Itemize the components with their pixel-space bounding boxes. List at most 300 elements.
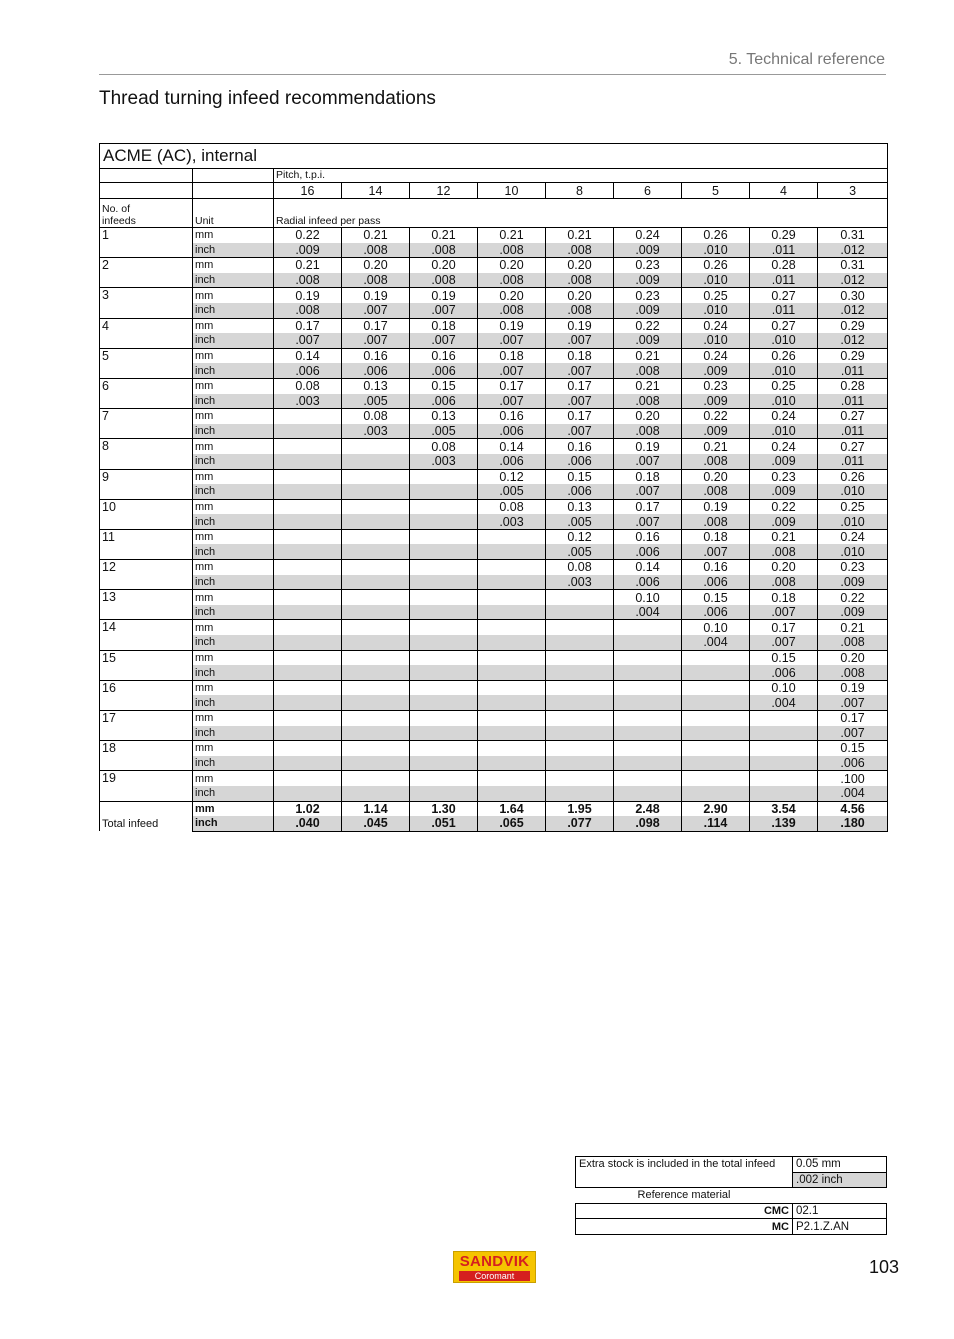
cell-inch: .009 [818, 575, 888, 590]
cell-inch [410, 726, 478, 741]
cell-mm: 0.19 [342, 288, 410, 303]
cell-inch: .007 [614, 484, 682, 499]
cell-inch: .010 [750, 363, 818, 378]
cell-inch: .008 [750, 544, 818, 559]
cell-inch: .009 [750, 484, 818, 499]
cell-mm [478, 650, 546, 665]
cell-mm: 0.14 [478, 439, 546, 454]
cell-mm: 0.23 [750, 469, 818, 484]
table-row [100, 560, 888, 575]
cell-mm: 0.27 [818, 409, 888, 424]
cell-mm: 0.12 [546, 529, 614, 544]
table-row [100, 333, 888, 348]
cell-mm: 0.20 [614, 409, 682, 424]
cell-mm: 0.18 [410, 318, 478, 333]
cell-inch [682, 695, 750, 710]
cell-inch: .007 [546, 333, 614, 348]
cell-inch: .007 [410, 303, 478, 318]
table-row [100, 394, 888, 409]
cell-inch: .005 [342, 394, 410, 409]
cell-inch [274, 695, 342, 710]
cell-mm [342, 650, 410, 665]
cell-mm [478, 680, 546, 695]
cell-inch: .008 [410, 243, 478, 258]
cell-mm: 4.56 [818, 801, 888, 816]
cell-mm [614, 741, 682, 756]
cell-mm [410, 560, 478, 575]
infeed-number: 2 [100, 258, 193, 288]
mc-value: P2.1.Z.AN [793, 1219, 887, 1235]
cell-mm: 0.17 [750, 620, 818, 635]
unit-inch: inch [193, 363, 274, 378]
cell-mm [614, 680, 682, 695]
cell-mm: 0.26 [682, 258, 750, 273]
unit-mm: mm [193, 348, 274, 363]
cell-inch: .009 [750, 454, 818, 469]
cell-mm [410, 590, 478, 605]
cell-inch [750, 726, 818, 741]
cell-mm: 0.22 [750, 499, 818, 514]
cell-mm: 0.20 [818, 650, 888, 665]
pitch-6: 6 [614, 183, 682, 199]
cell-mm: 0.23 [614, 258, 682, 273]
cell-mm [274, 680, 342, 695]
cell-mm [614, 771, 682, 786]
infeed-number: 13 [100, 590, 193, 620]
cell-mm: 0.16 [410, 348, 478, 363]
cell-inch: .007 [478, 394, 546, 409]
cell-mm [274, 409, 342, 424]
cell-mm: 0.08 [274, 378, 342, 393]
cell-mm [478, 560, 546, 575]
cell-mm [274, 741, 342, 756]
cell-mm: 0.21 [818, 620, 888, 635]
cell-inch [342, 514, 410, 529]
cell-mm: 0.14 [274, 348, 342, 363]
table-row [100, 665, 888, 680]
unit-mm: mm [193, 650, 274, 665]
cell-mm: 0.24 [614, 228, 682, 243]
cell-mm: 0.19 [818, 680, 888, 695]
unit-mm: mm [193, 439, 274, 454]
table-row [100, 363, 888, 378]
table-row [100, 454, 888, 469]
infeed-table [99, 143, 888, 832]
cell-inch: .008 [614, 424, 682, 439]
table-row [100, 303, 888, 318]
table-row [100, 786, 888, 801]
cell-inch: .006 [274, 363, 342, 378]
cell-mm: 3.54 [750, 801, 818, 816]
cell-mm [410, 499, 478, 514]
cell-inch: .008 [750, 575, 818, 590]
cell-mm: 0.22 [274, 228, 342, 243]
cell-inch: .009 [750, 514, 818, 529]
cell-mm: 0.27 [818, 439, 888, 454]
pitch-12: 12 [410, 183, 478, 199]
unit-mm: mm [193, 801, 274, 816]
cell-inch: .007 [478, 363, 546, 378]
cell-mm [342, 771, 410, 786]
pitch-16: 16 [274, 183, 342, 199]
cell-mm: 1.14 [342, 801, 410, 816]
cell-mm: 0.18 [546, 348, 614, 363]
cell-inch: .004 [682, 635, 750, 650]
cell-mm: 0.17 [274, 318, 342, 333]
cell-inch: .008 [614, 363, 682, 378]
cell-inch: .007 [818, 726, 888, 741]
infeed-number: 15 [100, 650, 193, 680]
cell-inch: .010 [682, 273, 750, 288]
cell-mm: 0.25 [682, 288, 750, 303]
cell-mm: 0.16 [614, 529, 682, 544]
cell-mm: 0.21 [546, 228, 614, 243]
cell-mm: 0.21 [614, 348, 682, 363]
unit-mm: mm [193, 258, 274, 273]
cell-mm [478, 741, 546, 756]
cell-inch: .008 [546, 303, 614, 318]
reference-table [575, 1156, 887, 1235]
cell-inch: .006 [410, 363, 478, 378]
table-row [100, 605, 888, 620]
cell-inch [546, 605, 614, 620]
pitch-5: 5 [682, 183, 750, 199]
cell-mm [682, 650, 750, 665]
cell-mm [682, 741, 750, 756]
cell-inch: .004 [818, 786, 888, 801]
cell-inch: .065 [478, 816, 546, 831]
cell-inch [342, 484, 410, 499]
cell-mm: 0.15 [750, 650, 818, 665]
infeed-number: 8 [100, 439, 193, 469]
unit-inch: inch [193, 514, 274, 529]
cell-inch [274, 575, 342, 590]
cell-inch: .003 [478, 514, 546, 529]
cell-mm: 0.22 [614, 318, 682, 333]
cell-inch: .008 [478, 273, 546, 288]
cell-inch [614, 665, 682, 680]
cell-inch [546, 726, 614, 741]
cell-mm: 0.27 [750, 288, 818, 303]
cell-mm [546, 620, 614, 635]
cell-inch [274, 424, 342, 439]
cell-inch: .007 [818, 695, 888, 710]
cell-inch: .008 [682, 484, 750, 499]
cell-mm [614, 650, 682, 665]
unit-inch: inch [193, 243, 274, 258]
cell-mm [546, 590, 614, 605]
cell-inch: .003 [274, 394, 342, 409]
infeed-number: 14 [100, 620, 193, 650]
extra-stock-mm: 0.05 mm [793, 1157, 887, 1173]
cell-inch: .008 [478, 303, 546, 318]
cell-inch: .005 [546, 514, 614, 529]
cell-mm: 0.19 [274, 288, 342, 303]
cell-inch [478, 786, 546, 801]
cell-mm: 0.08 [410, 439, 478, 454]
cell-inch: .007 [546, 424, 614, 439]
infeed-number: 1 [100, 228, 193, 258]
cell-mm: .100 [818, 771, 888, 786]
cell-inch: .007 [342, 303, 410, 318]
infeed-number: 4 [100, 318, 193, 348]
cell-inch: .008 [410, 273, 478, 288]
unit-inch: inch [193, 544, 274, 559]
cell-inch: .006 [546, 454, 614, 469]
cell-mm: 0.19 [478, 318, 546, 333]
cell-inch: .010 [750, 424, 818, 439]
cell-inch [478, 665, 546, 680]
cell-mm: 0.21 [478, 228, 546, 243]
cell-inch: .008 [478, 243, 546, 258]
cell-inch: .006 [478, 454, 546, 469]
cell-inch: .011 [818, 424, 888, 439]
table-row [100, 544, 888, 559]
unit-mm: mm [193, 741, 274, 756]
cell-inch: .005 [546, 544, 614, 559]
cell-inch: .008 [818, 635, 888, 650]
cell-inch [682, 726, 750, 741]
cell-mm [342, 741, 410, 756]
cell-inch [342, 605, 410, 620]
cell-mm: 0.26 [818, 469, 888, 484]
table-row [100, 575, 888, 590]
unit-mm: mm [193, 620, 274, 635]
cell-mm [750, 711, 818, 726]
unit-inch: inch [193, 816, 274, 831]
cell-inch: .180 [818, 816, 888, 831]
cell-mm: 0.28 [818, 378, 888, 393]
cell-mm: 0.19 [410, 288, 478, 303]
cell-mm [478, 711, 546, 726]
cell-inch [614, 695, 682, 710]
cell-inch: .009 [614, 333, 682, 348]
infeed-number: 19 [100, 771, 193, 801]
cell-mm: 0.24 [682, 318, 750, 333]
cell-inch: .007 [614, 454, 682, 469]
cell-inch [478, 575, 546, 590]
infeed-number: 3 [100, 288, 193, 318]
cell-mm [342, 560, 410, 575]
cell-mm: 0.10 [614, 590, 682, 605]
cell-mm: 0.17 [546, 409, 614, 424]
cell-inch [614, 756, 682, 771]
cell-inch: .009 [614, 243, 682, 258]
cell-inch: .005 [410, 424, 478, 439]
cell-inch [410, 605, 478, 620]
cell-mm: 0.17 [478, 378, 546, 393]
cell-mm: 0.21 [682, 439, 750, 454]
cell-inch [478, 635, 546, 650]
cell-inch [478, 605, 546, 620]
table-row [100, 771, 888, 786]
cell-inch: .007 [750, 635, 818, 650]
cell-mm [478, 771, 546, 786]
cell-inch: .006 [682, 605, 750, 620]
unit-mm: mm [193, 318, 274, 333]
cell-inch [274, 786, 342, 801]
cell-inch [546, 695, 614, 710]
infeed-number: 10 [100, 499, 193, 529]
cell-mm [274, 469, 342, 484]
unit-mm: mm [193, 590, 274, 605]
cell-mm [750, 771, 818, 786]
page-number: 103 [868, 1257, 899, 1277]
table-row [100, 484, 888, 499]
unit-inch: inch [193, 665, 274, 680]
cell-inch: .010 [750, 333, 818, 348]
cell-inch: .040 [274, 816, 342, 831]
cell-mm: 0.12 [478, 469, 546, 484]
cell-mm: 0.24 [818, 529, 888, 544]
cell-inch [478, 695, 546, 710]
cell-mm [682, 711, 750, 726]
cell-mm: 0.18 [682, 529, 750, 544]
cell-inch [478, 544, 546, 559]
unit-inch: inch [193, 695, 274, 710]
cell-inch [410, 635, 478, 650]
table-row [100, 590, 888, 605]
cell-inch: .006 [614, 575, 682, 590]
cell-inch: .009 [682, 394, 750, 409]
unit-inch: inch [193, 273, 274, 288]
cell-inch [614, 635, 682, 650]
cell-inch: .006 [614, 544, 682, 559]
table-row [100, 741, 888, 756]
cell-mm: 0.31 [818, 228, 888, 243]
cell-inch: .012 [818, 303, 888, 318]
cell-inch [614, 726, 682, 741]
cell-inch [682, 665, 750, 680]
unit-inch: inch [193, 605, 274, 620]
cell-inch [342, 544, 410, 559]
cell-mm: 0.10 [682, 620, 750, 635]
unit-mm: mm [193, 409, 274, 424]
cell-mm: 0.15 [818, 741, 888, 756]
cell-mm: 0.17 [614, 499, 682, 514]
cell-inch: .011 [818, 363, 888, 378]
cell-mm [342, 590, 410, 605]
cell-inch [274, 756, 342, 771]
cell-inch [274, 635, 342, 650]
cell-mm: 0.27 [750, 318, 818, 333]
pitch-8: 8 [546, 183, 614, 199]
table-row [100, 378, 888, 393]
cell-inch: .012 [818, 333, 888, 348]
cell-inch: .006 [750, 665, 818, 680]
cell-inch: .008 [614, 394, 682, 409]
cell-mm: 0.21 [410, 228, 478, 243]
table-row [100, 756, 888, 771]
unit-mm: mm [193, 378, 274, 393]
unit-inch: inch [193, 575, 274, 590]
table-row [100, 348, 888, 363]
cell-mm: 0.08 [546, 560, 614, 575]
cell-inch: .008 [818, 665, 888, 680]
cell-inch: .003 [342, 424, 410, 439]
cell-mm: 1.02 [274, 801, 342, 816]
pitch-10: 10 [478, 183, 546, 199]
cell-inch [410, 544, 478, 559]
cell-inch: .007 [546, 363, 614, 378]
infeed-number: 18 [100, 741, 193, 771]
cell-inch: .007 [478, 333, 546, 348]
cell-inch [342, 575, 410, 590]
cell-inch [410, 786, 478, 801]
cell-mm [410, 680, 478, 695]
cell-inch: .007 [682, 544, 750, 559]
cell-inch: .010 [682, 333, 750, 348]
infeed-number: 12 [100, 560, 193, 590]
unit-inch: inch [193, 394, 274, 409]
unit-mm: mm [193, 771, 274, 786]
cell-inch: .098 [614, 816, 682, 831]
cell-mm [274, 771, 342, 786]
cell-inch [546, 665, 614, 680]
cell-inch: .006 [410, 394, 478, 409]
table-row [100, 273, 888, 288]
cell-mm: 0.13 [410, 409, 478, 424]
header-rule [99, 74, 886, 75]
pitch-3: 3 [818, 183, 888, 199]
cell-mm: 0.21 [614, 378, 682, 393]
cell-mm [274, 439, 342, 454]
cell-mm [546, 680, 614, 695]
cell-inch [410, 575, 478, 590]
cell-inch: .008 [274, 303, 342, 318]
cell-mm [342, 529, 410, 544]
cell-inch: .008 [546, 273, 614, 288]
cell-inch [410, 756, 478, 771]
cell-inch: .009 [614, 273, 682, 288]
cell-mm: 0.26 [750, 348, 818, 363]
cell-inch: .010 [818, 484, 888, 499]
cell-inch: .003 [546, 575, 614, 590]
cell-mm [342, 499, 410, 514]
cell-inch [410, 665, 478, 680]
cell-inch [410, 484, 478, 499]
cell-mm: 0.20 [546, 288, 614, 303]
table-row [100, 680, 888, 695]
cell-mm [410, 711, 478, 726]
cell-inch [478, 726, 546, 741]
cell-inch: .114 [682, 816, 750, 831]
infeed-number: 17 [100, 711, 193, 741]
cell-inch: .006 [546, 484, 614, 499]
unit-mm: mm [193, 288, 274, 303]
cell-inch: .009 [614, 303, 682, 318]
cell-inch [342, 786, 410, 801]
table-row [100, 695, 888, 710]
cell-mm [410, 620, 478, 635]
cell-mm [546, 711, 614, 726]
unit-mm: mm [193, 711, 274, 726]
cell-mm: 0.14 [614, 560, 682, 575]
cell-mm [410, 771, 478, 786]
cell-mm: 0.26 [682, 228, 750, 243]
cell-mm: 0.23 [818, 560, 888, 575]
cell-mm: 0.29 [750, 228, 818, 243]
table-row [100, 439, 888, 454]
cell-inch [682, 756, 750, 771]
logo-brand: SANDVIK [459, 1253, 530, 1270]
cell-mm: 0.21 [274, 258, 342, 273]
cell-mm: 0.16 [342, 348, 410, 363]
cell-mm [342, 439, 410, 454]
cell-mm: 0.20 [546, 258, 614, 273]
cell-mm: 0.20 [478, 258, 546, 273]
cell-inch: .008 [342, 273, 410, 288]
